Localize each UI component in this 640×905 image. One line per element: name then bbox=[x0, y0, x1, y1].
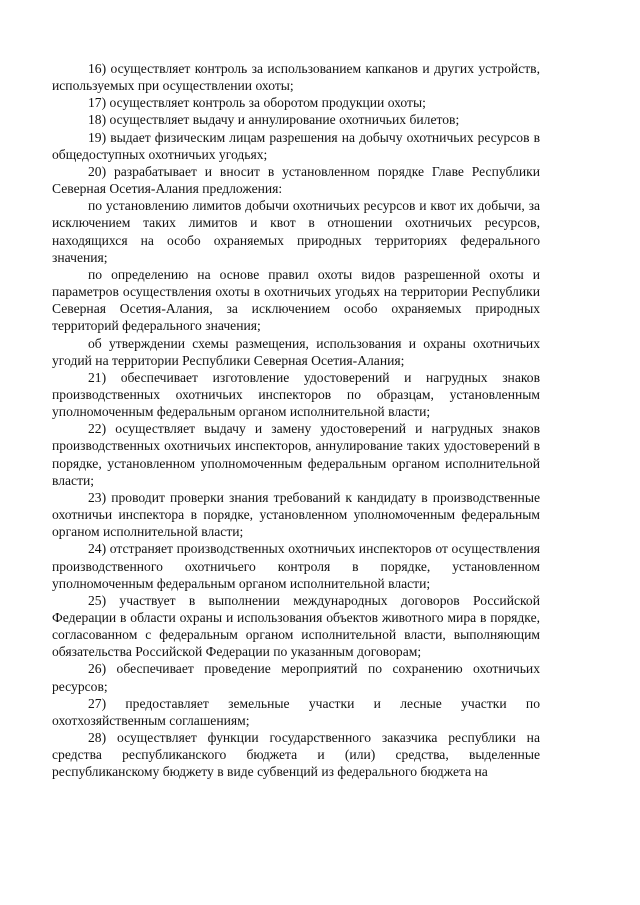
paragraph-21: 21) обеспечивает изготовление удостоверений и нагрудных знаков производственных охотничьих инспекторов по образцам, установленным уполномоченным федеральным органом исполнительной власти; bbox=[52, 369, 540, 420]
paragraph-20: 20) разрабатывает и вносит в установленном порядке Главе Республики Северная Осетия-Алания предложения: bbox=[52, 163, 540, 197]
paragraph-20-scheme: об утверждении схемы размещения, использования и охраны охотничьих угодий на территории Республики Северная Осетия-Алания; bbox=[52, 335, 540, 368]
document-body bbox=[52, 60, 540, 781]
paragraph-23: 23) проводит проверки знания требований к кандидату в производственные охотничьи инспектора в порядке, установленном уполномоченным федеральным органом исполнительной власти; bbox=[52, 489, 540, 540]
paragraph-19: 19) выдает физическим лицам разрешения на добычу охотничьих ресурсов в общедоступных охотничьих угодьях; bbox=[52, 129, 540, 162]
paragraph-27: 27) предоставляет земельные участки и лесные участки по охотхозяйственным соглашениям; bbox=[52, 695, 540, 728]
paragraph-18: 18) осуществляет выдачу и аннулирование охотничьих билетов; bbox=[88, 112, 460, 128]
paragraph-26: 26) обеспечивает проведение мероприятий по сохранению охотничьих ресурсов; bbox=[52, 661, 540, 694]
paragraph-25: 25) участвует в выполнении международных договоров Российской Федерации в области охраны и использования объектов животного мира в порядке, согласованном с федеральным органом исполнительной власти, выполняющим обязательства Российской Федерации по указанным договорам; bbox=[52, 592, 540, 660]
paragraph-22: 22) осуществляет выдачу и замену удостоверений и нагрудных знаков производственных охотничьих инспекторов, аннулирование таких удостоверений в порядке, установленном уполномоченным федеральным органом исполнительной власти; bbox=[52, 421, 540, 488]
paragraph-28: 28) осуществляет функции государственного заказчика республики на средства республиканского бюджета и (или) средства, выделенные республиканскому бюджету в виде субвенций из федерального бюджета на bbox=[52, 730, 540, 780]
paragraph-17: 17) осуществляет контроль за оборотом продукции охоты; bbox=[88, 95, 426, 111]
paragraph-20-limits: по установлению лимитов добычи охотничьих ресурсов и квот их добычи, за исключением таких лимитов и квот в отношении охотничьих ресурсов, находящихся на особо охраняемых природных территориях федерального значения; bbox=[52, 198, 540, 265]
paragraph-16: 16) осуществляет контроль за использованием капканов и других устройств, используемых при осуществлении охоты; bbox=[52, 61, 540, 94]
paragraph-24: 24) отстраняет производственных охотничьих инспекторов от осуществления производственного охотничьего контроля в порядке, установленном уполномоченным федеральным органом исполнительной власти; bbox=[52, 541, 540, 591]
paragraph-20-hunting-rules: по определению на основе правил охоты видов разрешенной охоты и параметров осуществления охоты в охотничьих угодьях на территории Республики Северная Осетия-Алания, за исключением особо охраняемых природных территорий федерального значения; bbox=[52, 266, 540, 334]
